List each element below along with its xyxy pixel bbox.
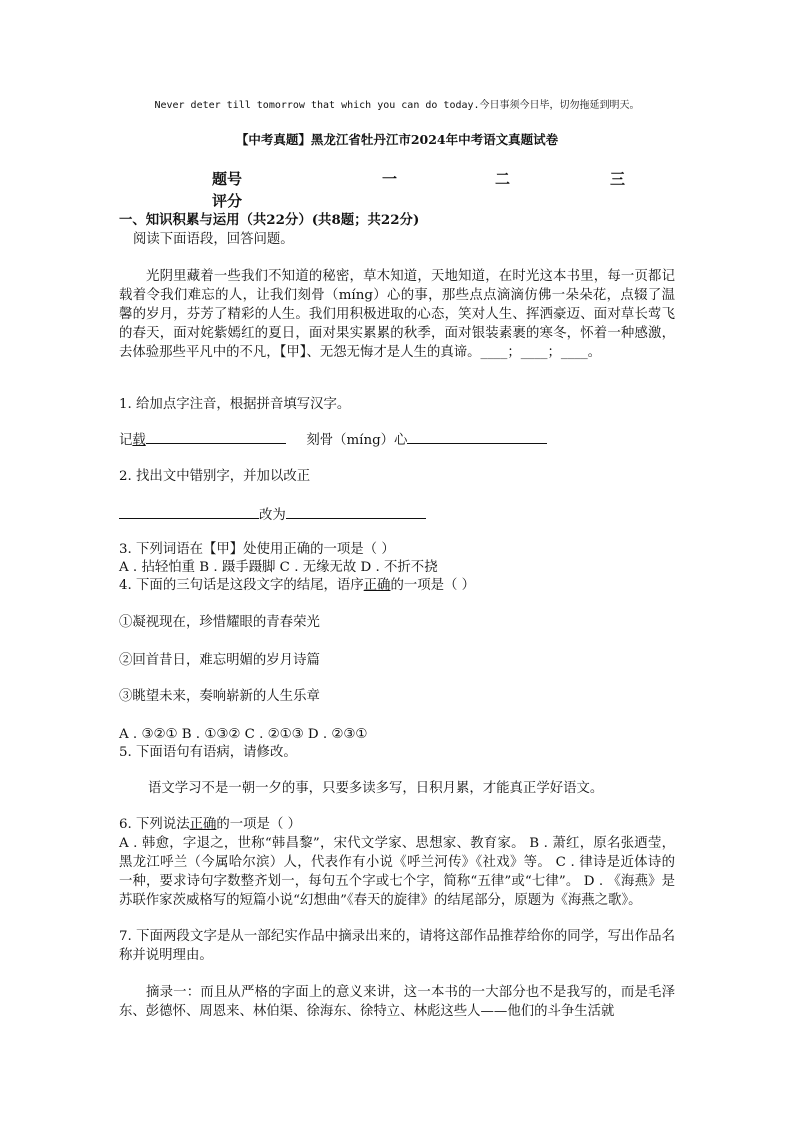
q2-correct-char-blank[interactable] (286, 504, 426, 519)
question-6-stem (119, 815, 301, 835)
reading-passage: 光阴里藏着一些我们不知道的秘密，草木知道，天地知道，在时光这本书里，每一页都记载着令我们难忘的人，让我们刻骨（míng）心的事，那些点点滴滴仿佛一朵朵花，点辍了温馨的岁月，芬芳了精彩的人生。我们用积极进取的心态，笑对人生、挥洒豪迈、面对草长莺飞的春天，面对姹紫嫣红的夏日，面对果实累累的秋季，面对银装素裹的寒冬，怀着一种感激，去体验那些平凡中的不凡，【甲】、无怨无悔才是人生的真谛。____；____；____。 (119, 269, 675, 360)
q2-wrong-char-blank[interactable] (119, 504, 259, 519)
score-row-label: 题号 (212, 170, 243, 188)
q2-mid-text: 改为 (259, 508, 286, 523)
question-4-options: A . ③②① B . ①③② C . ②①③ D . ②③① (119, 727, 368, 742)
q4-sentence-1: ①凝视现在，珍惜耀眼的青春荣光 (119, 615, 320, 630)
q4-stem-pre: 4. 下面的三句话是这段文字的结尾，语序 (119, 578, 364, 593)
question-5-stem: 5. 下面语句有语病，请修改。 (119, 745, 297, 760)
score-col-1: 一 (382, 170, 398, 188)
question-3-options: A . 拈轻怕重 B . 蹑手蹑脚 C . 无缘无故 D . 不折不挠 (119, 560, 438, 575)
q4-stem-underlined: 正确 (363, 578, 391, 593)
reading-instruction: 阅读下面语段，回答问题。 (133, 232, 294, 247)
exam-title: 【中考真题】黑龙江省牡丹江市2024年中考语文真题试卷 (235, 132, 559, 147)
question-3-stem: 3. 下列词语在【甲】处使用正确的一项是（ ） (119, 542, 395, 557)
question-1-items (119, 429, 547, 451)
q6-stem-post: 的一项是（ ） (216, 817, 301, 832)
score-col-3: 三 (610, 170, 626, 188)
section-heading: 一、知识积累与运用（共22分）(共8题；共22分) (119, 212, 420, 228)
score-row2-label: 评分 (212, 192, 243, 210)
question-7-stem: 7. 下面两段文字是从一部纪实作品中摘录出来的，请将这部作品推荐给你的同学，写出作品名称并说明理由。 (119, 929, 675, 963)
q1-item2: 刻骨（míng）心 (306, 433, 408, 448)
question-2-answer (119, 504, 426, 526)
question-2-stem: 2. 找出文中错别字，并加以改正 (119, 469, 311, 484)
motto: Never deter till tomorrow that which you can do today.今日事须今日毕，切勿拖延到明天。 (154, 100, 640, 111)
q1-answer-blank-2[interactable] (407, 429, 547, 444)
q6-stem-pre: 6. 下列说法 (119, 817, 190, 832)
question-1-stem: 1. 给加点字注音，根据拼音填写汉字。 (119, 397, 351, 412)
question-6-options: A . 韩愈，字退之，世称“韩昌黎”，宋代文学家、思想家、教育家。 B . 萧红，原名张迺莹，黑龙江呼兰（今属哈尔滨）人，代表作有小说《呼兰河传》《社戏》等。 C . 律诗是近体诗的一种，要求诗句字数整齐划一，每句五个字或七个字，简称“五律”或“七律”。 D . 《海燕》是苏联作家茨威格写的短篇小说“幻想曲”《春天的旋律》的结尾部分，原题为《海燕之歌》。 (119, 836, 675, 908)
q6-stem-underlined: 正确 (189, 817, 217, 832)
q4-stem-post: 的一项是（ ） (390, 578, 476, 593)
q1-item1-prefix: 记 (119, 433, 133, 448)
q5-sentence: 语文学习不是一朝一夕的事，只要多读多写，日积月累，才能真正学好语文。 (148, 781, 604, 796)
q4-sentence-2: ②回首昔日，难忘明媚的岁月诗篇 (119, 653, 320, 668)
q4-sentence-3: ③眺望未来，奏响崭新的人生乐章 (119, 689, 320, 704)
q1-item1-dotted-char: 载 (132, 433, 146, 448)
q1-answer-blank-1[interactable] (146, 429, 286, 444)
score-col-2: 二 (495, 170, 511, 188)
q7-excerpt-1: 摘录一：而且从严格的字面上的意义来讲，这一本书的一大部分也不是我写的，而是毛泽东、彭德怀、周恩来、林伯渠、徐海东、徐特立、林彪这些人——他们的斗争生活就 (119, 985, 675, 1019)
question-4-stem (119, 576, 475, 596)
